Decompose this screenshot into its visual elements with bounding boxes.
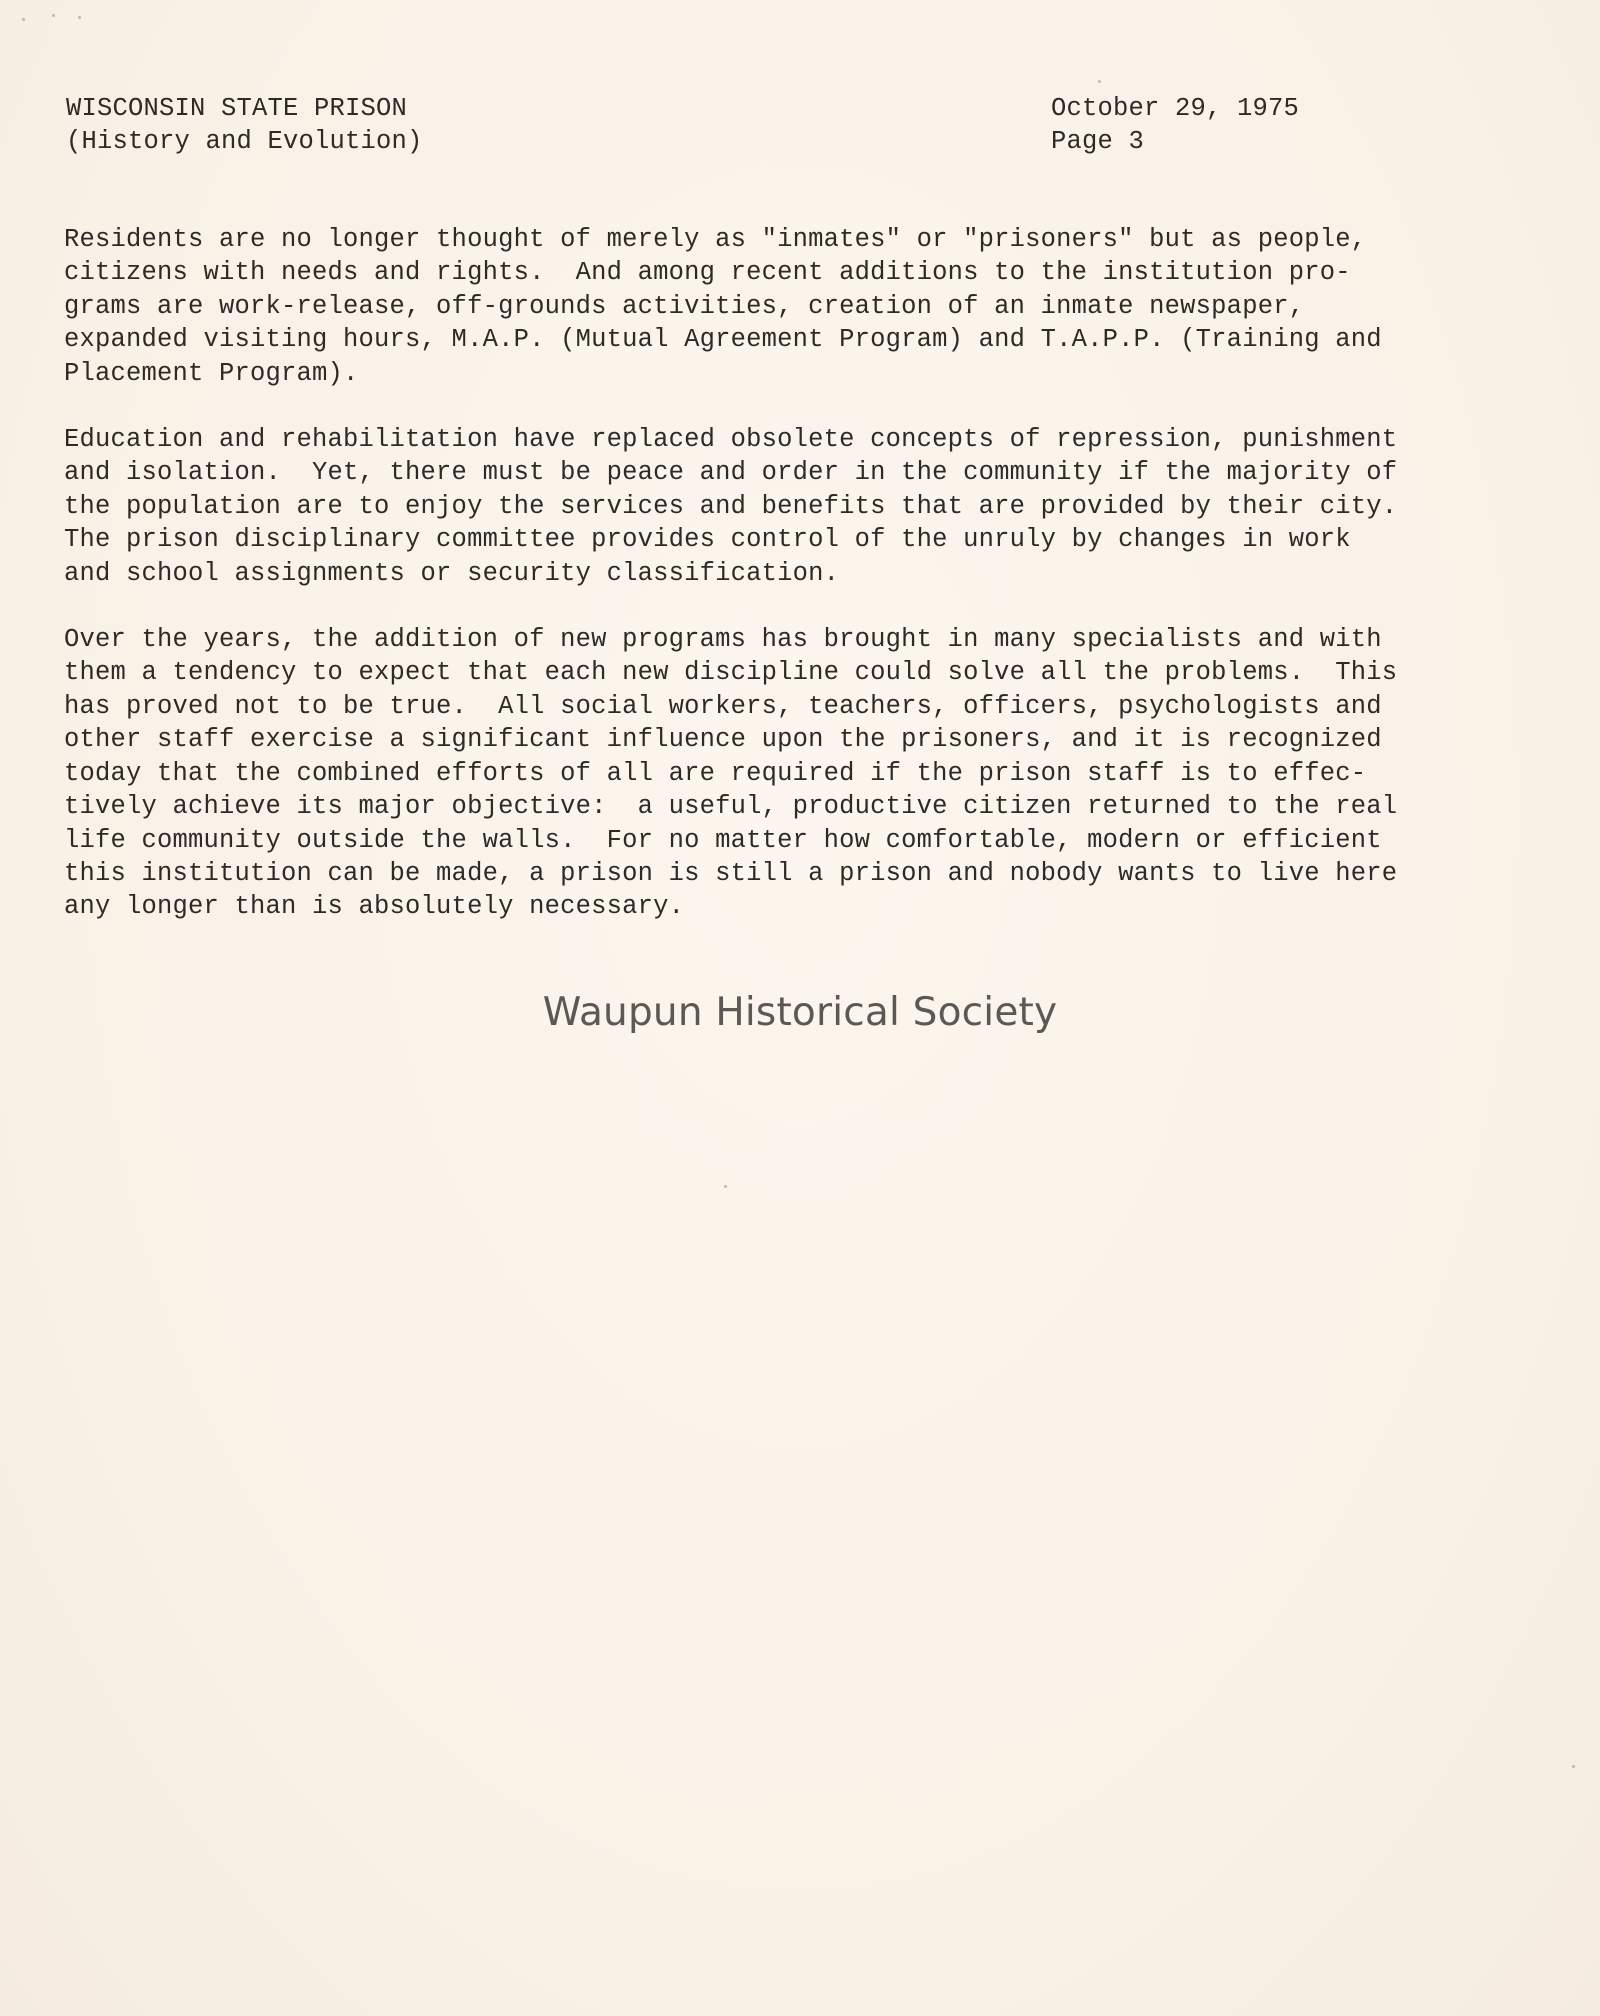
paper-speck (22, 18, 25, 21)
text-line: life community outside the walls. For no matter how comfortable, modern or efficient (64, 825, 1382, 855)
body-text (64, 223, 1514, 957)
text-line: expanded visiting hours, M.A.P. (Mutual Agreement Program) and T.A.P.P. (Training and (64, 325, 1382, 355)
text-line: the population are to enjoy the services and benefits that are provided by their city. (64, 491, 1398, 521)
paper-speck (1098, 80, 1101, 83)
header-left (66, 92, 423, 158)
text-line: Education and rehabilitation have replaced obsolete concepts of repression, punishment (64, 425, 1398, 455)
header-date: October 29, 1975 (1051, 94, 1300, 123)
paper-speck (52, 14, 55, 17)
text-line: other staff exercise a significant influence upon the prisoners, and it is recognized (64, 725, 1382, 755)
paper-speck (78, 16, 81, 19)
header-subtitle: (History and Evolution) (66, 127, 423, 156)
text-line: and school assignments or security classification. (64, 558, 840, 588)
header-right (1051, 92, 1299, 158)
text-line: The prison disciplinary committee provides control of the unruly by changes in work (64, 525, 1351, 555)
text-line: tively achieve its major objective: a useful, productive citizen returned to the real (64, 792, 1398, 822)
paragraph-2 (64, 423, 1514, 590)
paragraph-3 (64, 623, 1514, 924)
text-line: Over the years, the addition of new programs has brought in many specialists and with (64, 625, 1382, 655)
paper-speck (1572, 1765, 1575, 1768)
header-page-number: Page 3 (1051, 127, 1145, 156)
header-title: WISCONSIN STATE PRISON (66, 94, 408, 123)
text-line: today that the combined efforts of all are required if the prison staff is to effec- (64, 758, 1367, 788)
text-line: and isolation. Yet, there must be peace and order in the community if the majority of (64, 458, 1398, 488)
text-line: Placement Program). (64, 358, 359, 388)
paper-speck (724, 1185, 727, 1188)
text-line: any longer than is absolutely necessary. (64, 892, 685, 922)
text-line: grams are work-release, off-grounds activities, creation of an inmate newspaper, (64, 291, 1305, 321)
watermark-text: Waupun Historical Society (542, 990, 1058, 1035)
text-line: Residents are no longer thought of merely as "inmates" or "prisoners" but as people, (64, 225, 1367, 254)
paragraph-1 (64, 223, 1514, 390)
text-line: has proved not to be true. All social workers, teachers, officers, psychologists and (64, 691, 1382, 721)
text-line: them a tendency to expect that each new discipline could solve all the problems. This (64, 658, 1398, 688)
text-line: citizens with needs and rights. And among recent additions to the institution pro- (64, 258, 1351, 288)
text-line: this institution can be made, a prison is still a prison and nobody wants to live here (64, 858, 1398, 888)
